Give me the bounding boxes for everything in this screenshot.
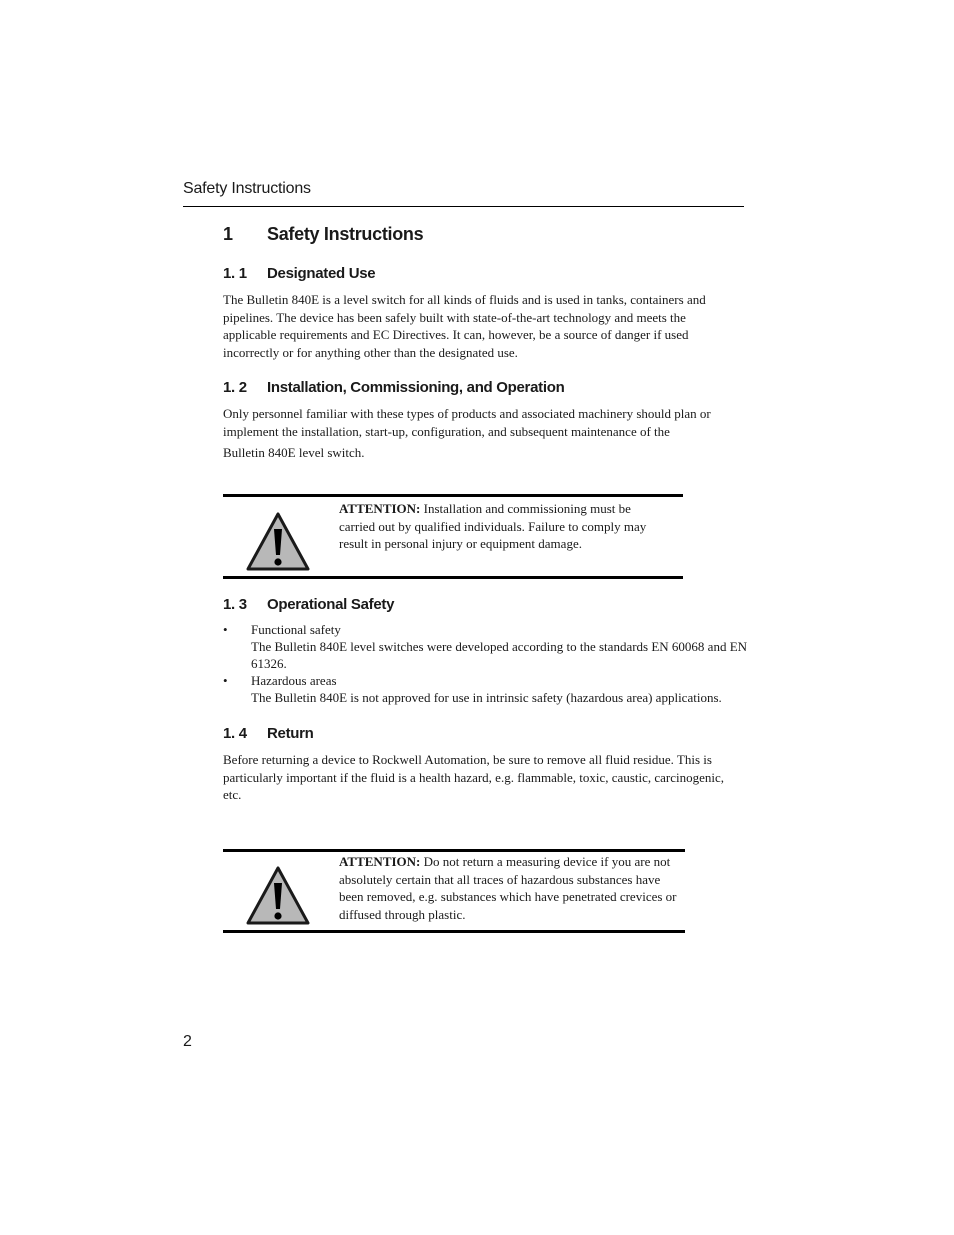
bullet-heading: Functional safety <box>251 622 341 637</box>
section-title: Installation, Commissioning, and Operation <box>267 379 565 396</box>
designated-use-paragraph: The Bulletin 840E is a level switch for all kinds of fluids and is used in tanks, containers and pipelines. The device has been safely built with state-of-the-art technology and meets the applicable requirements and EC Directives. It can, however, be a source of danger if used incorrectly or for anything other than the designated use. <box>223 292 706 360</box>
section-heading-designated-use <box>223 265 375 282</box>
bullet-heading: Hazardous areas <box>251 673 337 688</box>
bullet-marker: • <box>223 622 228 637</box>
header-rule <box>183 206 744 207</box>
section-number: 1. 1 <box>223 265 247 282</box>
attention-box-installation <box>223 494 683 579</box>
section-number: 1. 4 <box>223 725 247 742</box>
section-number: 1. 3 <box>223 596 247 613</box>
section-heading-operational-safety <box>223 596 394 613</box>
bullet-text: The Bulletin 840E level switches were developed according to the standards EN 60068 and EN 61326. <box>251 639 748 671</box>
chapter-heading <box>223 224 423 245</box>
return-paragraph: Before returning a device to Rockwell Automation, be sure to remove all fluid residue. This is particularly important if the fluid is a health hazard, e.g. flammable, toxic, caustic, carcinogenic, etc. <box>223 752 725 802</box>
chapter-number: 1 <box>223 224 233 244</box>
attention-label: ATTENTION: <box>339 854 421 869</box>
attention-text <box>339 853 683 923</box>
attention-text <box>339 500 663 553</box>
installation-paragraph: Only personnel familiar with these types of products and associated machinery should plan or implement the installation, start-up, configuration, and subsequent maintenance of the <box>223 406 711 439</box>
bullet-text: The Bulletin 840E is not approved for use in intrinsic safety (hazardous area) applications. <box>251 690 722 705</box>
running-header-title: Safety Instructions <box>183 180 311 197</box>
section-title: Return <box>267 725 314 742</box>
attention-label: ATTENTION: <box>339 501 421 516</box>
warning-triangle-icon <box>245 865 311 927</box>
section-heading-installation <box>223 379 564 396</box>
operational-safety-list <box>223 621 753 706</box>
attention-message: Installation and commissioning must be carried out by qualified individuals. Failure to comply may result in personal injury or equipment damage. <box>339 501 647 551</box>
list-item-functional-safety <box>223 621 753 672</box>
section-heading-return <box>223 725 314 742</box>
attention-box-return <box>223 849 685 933</box>
bullet-marker: • <box>223 673 228 688</box>
page-number: 2 <box>183 1033 192 1050</box>
section-title: Designated Use <box>267 265 376 282</box>
warning-triangle-icon <box>245 511 311 573</box>
chapter-title: Safety Instructions <box>267 224 424 244</box>
list-item-hazardous-areas <box>223 672 753 706</box>
attention-message: Do not return a measuring device if you are not absolutely certain that all traces of hazardous substances have been removed, e.g. substances which have penetrated crevices or diffused through plastic. <box>339 854 677 922</box>
installation-paragraph-continued: Bulletin 840E level switch. <box>223 445 365 460</box>
section-number: 1. 2 <box>223 379 247 396</box>
section-title: Operational Safety <box>267 596 395 613</box>
